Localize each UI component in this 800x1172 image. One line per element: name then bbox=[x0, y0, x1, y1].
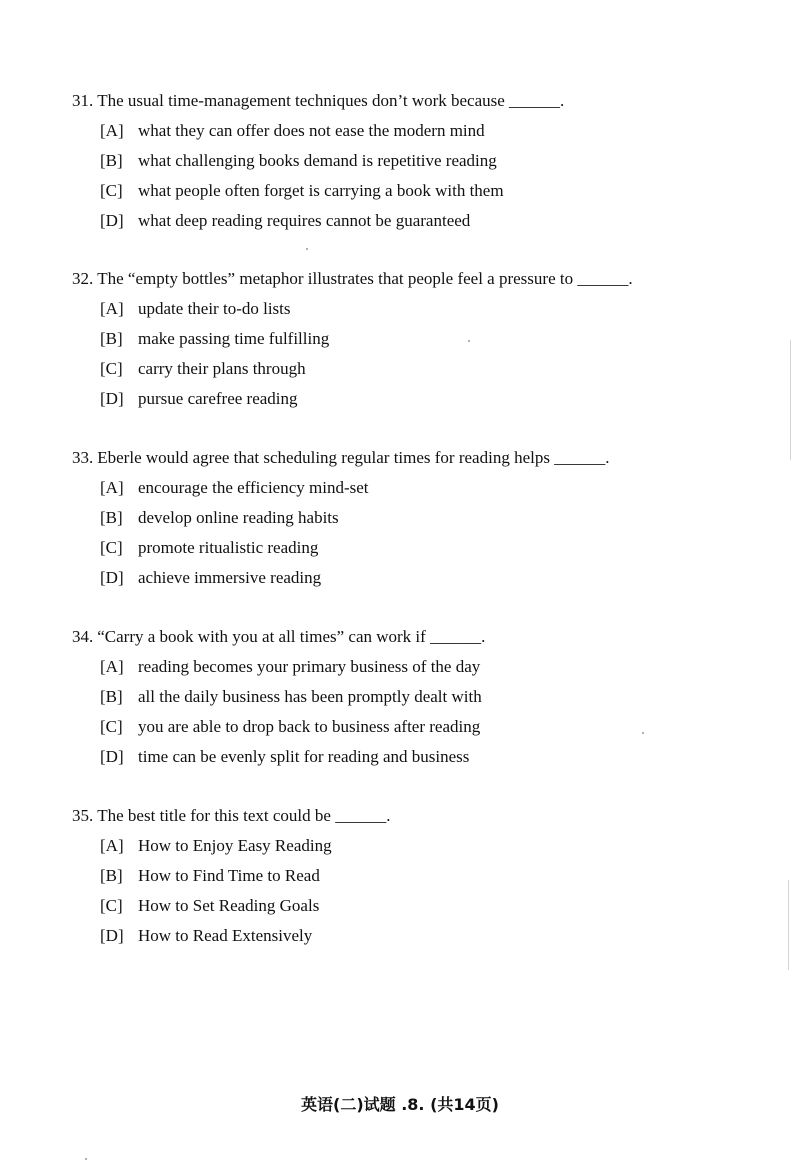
scan-edge-line bbox=[788, 880, 789, 970]
option-letter: [A] bbox=[100, 657, 124, 676]
option-text: How to Read Extensively bbox=[138, 926, 313, 945]
question-number: 31. bbox=[72, 91, 94, 110]
option-text: what they can offer does not ease the modern mind bbox=[138, 121, 485, 140]
option-b bbox=[100, 687, 752, 707]
option-b bbox=[100, 329, 752, 349]
option-d bbox=[100, 747, 752, 767]
option-text: reading becomes your primary business of the day bbox=[138, 657, 481, 676]
question-text: The best title for this text could be ______. bbox=[97, 806, 391, 825]
option-list bbox=[100, 478, 752, 588]
option-text: update their to-do lists bbox=[138, 299, 291, 318]
question-number: 32. bbox=[72, 269, 94, 288]
option-text: How to Enjoy Easy Reading bbox=[138, 836, 332, 855]
question-35 bbox=[72, 806, 752, 956]
question-number: 34. bbox=[72, 627, 94, 646]
option-c bbox=[100, 717, 752, 737]
option-letter: [D] bbox=[100, 926, 124, 945]
option-letter: [A] bbox=[100, 478, 124, 497]
option-letter: [B] bbox=[100, 866, 123, 885]
option-b bbox=[100, 151, 752, 171]
question-33 bbox=[72, 448, 752, 598]
option-text: How to Set Reading Goals bbox=[138, 896, 320, 915]
option-letter: [D] bbox=[100, 747, 124, 766]
option-a bbox=[100, 836, 752, 856]
question-stem bbox=[72, 91, 752, 111]
question-text: “Carry a book with you at all times” can work if ______. bbox=[97, 627, 486, 646]
option-list bbox=[100, 299, 752, 409]
option-list bbox=[100, 121, 752, 231]
option-d bbox=[100, 389, 752, 409]
option-text: time can be evenly split for reading and business bbox=[138, 747, 470, 766]
option-d bbox=[100, 211, 752, 231]
option-text: promote ritualistic reading bbox=[138, 538, 319, 557]
option-letter: [D] bbox=[100, 211, 124, 230]
option-text: encourage the efficiency mind-set bbox=[138, 478, 369, 497]
option-letter: [C] bbox=[100, 181, 123, 200]
question-text: Eberle would agree that scheduling regular times for reading helps ______. bbox=[97, 448, 610, 467]
option-letter: [C] bbox=[100, 717, 123, 736]
option-text: what challenging books demand is repetitive reading bbox=[138, 151, 497, 170]
option-c bbox=[100, 538, 752, 558]
option-text: make passing time fulfilling bbox=[138, 329, 330, 348]
scan-speck bbox=[642, 732, 644, 734]
option-letter: [B] bbox=[100, 687, 123, 706]
option-a bbox=[100, 121, 752, 141]
option-text: all the daily business has been promptly dealt with bbox=[138, 687, 482, 706]
scan-speck bbox=[306, 248, 308, 250]
option-d bbox=[100, 926, 752, 946]
page-footer: 英语(二)试题 .8. (共14页) bbox=[301, 1095, 499, 1114]
option-letter: [C] bbox=[100, 359, 123, 378]
option-text: achieve immersive reading bbox=[138, 568, 322, 587]
option-b bbox=[100, 866, 752, 886]
option-c bbox=[100, 181, 752, 201]
option-letter: [D] bbox=[100, 568, 124, 587]
option-letter: [A] bbox=[100, 299, 124, 318]
question-text: The usual time-management techniques don’t work because ______. bbox=[97, 91, 565, 110]
option-letter: [C] bbox=[100, 896, 123, 915]
option-a bbox=[100, 657, 752, 677]
option-list bbox=[100, 836, 752, 946]
question-34 bbox=[72, 627, 752, 777]
option-letter: [B] bbox=[100, 151, 123, 170]
option-letter: [B] bbox=[100, 329, 123, 348]
option-a bbox=[100, 299, 752, 319]
question-text: The “empty bottles” metaphor illustrates that people feel a pressure to ______. bbox=[97, 269, 633, 288]
scan-speck bbox=[85, 1158, 87, 1160]
option-text: develop online reading habits bbox=[138, 508, 339, 527]
question-number: 33. bbox=[72, 448, 94, 467]
question-number: 35. bbox=[72, 806, 94, 825]
option-c bbox=[100, 359, 752, 379]
question-stem bbox=[72, 269, 752, 289]
option-letter: [A] bbox=[100, 836, 124, 855]
option-letter: [B] bbox=[100, 508, 123, 527]
option-c bbox=[100, 896, 752, 916]
option-d bbox=[100, 568, 752, 588]
scan-edge-line bbox=[790, 340, 791, 460]
option-text: what people often forget is carrying a book with them bbox=[138, 181, 504, 200]
option-text: How to Find Time to Read bbox=[138, 866, 320, 885]
question-stem bbox=[72, 627, 752, 647]
option-text: you are able to drop back to business after reading bbox=[138, 717, 481, 736]
option-text: pursue carefree reading bbox=[138, 389, 298, 408]
question-stem bbox=[72, 806, 752, 826]
question-31 bbox=[72, 91, 752, 241]
option-letter: [A] bbox=[100, 121, 124, 140]
option-text: carry their plans through bbox=[138, 359, 306, 378]
option-b bbox=[100, 508, 752, 528]
option-a bbox=[100, 478, 752, 498]
scan-speck bbox=[468, 340, 470, 342]
question-stem bbox=[72, 448, 752, 468]
question-32 bbox=[72, 269, 752, 419]
option-letter: [D] bbox=[100, 389, 124, 408]
option-list bbox=[100, 657, 752, 767]
option-letter: [C] bbox=[100, 538, 123, 557]
option-text: what deep reading requires cannot be guaranteed bbox=[138, 211, 471, 230]
